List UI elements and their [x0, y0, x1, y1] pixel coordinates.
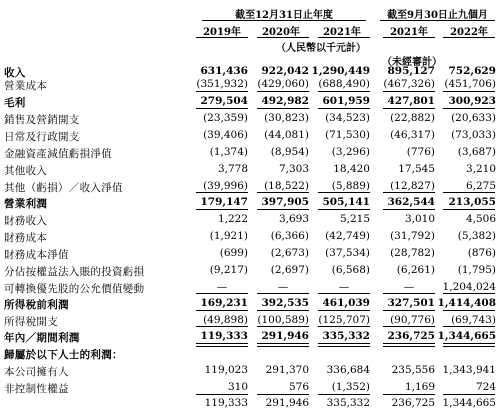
row-value: (699)	[219, 247, 248, 259]
row-value: (3,296)	[331, 146, 370, 158]
subtotal-rule	[383, 310, 435, 311]
row-value: 213,055	[448, 196, 496, 208]
subtotal-rule	[318, 293, 370, 294]
subtotal-rule	[257, 108, 309, 109]
subtotal-rule	[196, 108, 248, 109]
header-year-2020: 2020年	[262, 27, 300, 38]
row-label: 毛利	[4, 97, 26, 109]
row-value: 291,370	[265, 364, 309, 376]
subtotal-rule	[383, 192, 435, 193]
header-9m-2022: 2022年	[450, 27, 488, 38]
subtotal-rule	[196, 326, 248, 327]
row-value: (125,707)	[318, 314, 370, 326]
subtotal-rule	[443, 394, 495, 395]
row-value: (6,366)	[270, 230, 309, 242]
row-label: 財務成本	[4, 232, 48, 244]
row-value: 724	[475, 381, 496, 393]
row-label: 年內／期間利潤	[4, 332, 80, 344]
subtotal-rule	[318, 310, 370, 311]
subtotal-rule	[318, 209, 370, 210]
row-value: (6,261)	[396, 264, 435, 276]
row-value: 362,544	[387, 196, 435, 208]
header-group-year: 截至12月31日止年度	[235, 10, 333, 21]
row-value: —	[403, 281, 415, 293]
row-value: 397,905	[261, 196, 309, 208]
year-underline-2021	[318, 37, 370, 38]
row-value: 3,210	[465, 163, 496, 175]
year-underline-2020	[257, 37, 309, 38]
row-value: 235,556	[391, 364, 435, 376]
subtotal-rule	[318, 108, 370, 109]
subtotal-rule	[443, 293, 495, 294]
header-year-2019: 2019年	[203, 27, 241, 38]
row-value: (73,033)	[451, 129, 496, 141]
row-label: 非控制性權益	[4, 383, 69, 395]
subtotal-rule	[196, 91, 248, 92]
row-label: 營業成本	[4, 80, 48, 92]
subtotal-rule	[443, 108, 495, 109]
row-value: 335,332	[326, 397, 370, 409]
subtotal-rule	[318, 192, 370, 193]
row-value: (8,954)	[270, 146, 309, 158]
subtotal-rule	[318, 91, 370, 92]
row-label: 收入	[4, 67, 26, 79]
row-value: 631,436	[200, 65, 248, 77]
row-value: (351,932)	[196, 78, 248, 90]
row-value: (9,217)	[209, 264, 248, 276]
currency-note: （人民幣以千元計）	[276, 43, 366, 54]
row-value: 5,215	[339, 213, 370, 225]
year-underline-2019	[196, 37, 248, 38]
row-value: —	[277, 281, 289, 293]
row-value: (69,743)	[451, 314, 496, 326]
row-label: 金融資產減值虧損淨值	[4, 148, 112, 160]
subtotal-rule	[383, 91, 435, 92]
row-value: 1,290,449	[311, 65, 370, 77]
header-year-2021: 2021年	[323, 27, 361, 38]
row-value: (39,406)	[203, 129, 248, 141]
row-value: (34,523)	[325, 112, 370, 124]
row-value: 17,545	[398, 163, 435, 175]
row-value: (688,490)	[318, 78, 370, 90]
row-value: 1,344,665	[442, 397, 496, 409]
row-value: (5,889)	[331, 180, 370, 192]
row-value: (22,882)	[390, 112, 435, 124]
row-value: 6,275	[465, 180, 496, 192]
row-value: 1,222	[217, 213, 248, 225]
subtotal-rule	[257, 192, 309, 193]
row-value: (451,706)	[444, 78, 496, 90]
row-value: 3,010	[404, 213, 435, 225]
row-value: 310	[227, 381, 248, 393]
row-label: 財務成本淨值	[4, 249, 69, 261]
subtotal-rule	[257, 209, 309, 210]
row-value: 895,127	[387, 65, 435, 77]
row-value: (1,795)	[457, 264, 496, 276]
subtotal-rule	[383, 293, 435, 294]
row-label: 其他收入	[4, 165, 48, 177]
row-value: (37,534)	[325, 247, 370, 259]
subtotal-rule	[196, 394, 248, 395]
header-underline-year	[202, 20, 366, 21]
row-value: 179,147	[200, 196, 248, 208]
row-value: 461,039	[322, 297, 370, 309]
row-value: 300,923	[448, 95, 496, 107]
row-label: 財務收入	[4, 215, 48, 227]
row-value: 236,725	[391, 397, 435, 409]
row-value: (46,317)	[390, 129, 435, 141]
year-underline-9m-2022	[443, 37, 495, 38]
subtotal-rule	[257, 394, 309, 395]
row-value: 119,333	[200, 330, 248, 342]
total-double-rule	[257, 343, 309, 347]
unaudited-note: （未經審計）	[382, 57, 442, 68]
subtotal-rule	[257, 91, 309, 92]
header-underline-9m	[380, 20, 495, 21]
row-value: 236,725	[387, 330, 435, 342]
subtotal-rule	[196, 293, 248, 294]
row-value: 279,504	[200, 95, 248, 107]
row-value: 18,420	[333, 163, 370, 175]
row-label: 營業利潤	[4, 198, 48, 210]
subtotal-rule	[443, 209, 495, 210]
subtotal-rule	[318, 394, 370, 395]
row-value: 492,982	[261, 95, 309, 107]
row-value: 576	[288, 381, 309, 393]
row-value: 119,023	[204, 364, 248, 376]
row-label: 其他（虧損）／收入淨值	[4, 182, 123, 194]
subtotal-rule	[318, 326, 370, 327]
row-label: 本公司擁有人	[4, 366, 69, 378]
row-label: 日常及行政開支	[4, 131, 80, 143]
row-label: 歸屬於以下人士的利潤：	[4, 349, 123, 361]
subtotal-rule	[196, 310, 248, 311]
row-value: 392,535	[261, 297, 309, 309]
row-value: (776)	[406, 146, 435, 158]
row-value: (2,697)	[270, 264, 309, 276]
subtotal-rule	[257, 310, 309, 311]
row-label: 分佔按權益法入賬的投資虧損	[4, 266, 145, 278]
row-value: 1,169	[404, 381, 435, 393]
row-value: 1,343,941	[442, 364, 496, 376]
row-value: 327,501	[387, 297, 435, 309]
row-value: (20,633)	[451, 112, 496, 124]
row-value: 3,778	[217, 163, 248, 175]
row-label: 可轉換優先股的公允價值變動	[4, 283, 145, 295]
subtotal-rule	[257, 326, 309, 327]
subtotal-rule	[383, 394, 435, 395]
row-value: 291,946	[261, 330, 309, 342]
row-value: 291,946	[265, 397, 309, 409]
subtotal-rule	[443, 192, 495, 193]
row-value: (28,782)	[390, 247, 435, 259]
row-value: (30,823)	[264, 112, 309, 124]
subtotal-rule	[443, 91, 495, 92]
header-group-9m: 截至9月30日止九個月	[387, 10, 488, 21]
row-value: (39,996)	[203, 180, 248, 192]
row-value: 335,332	[322, 330, 370, 342]
row-value: 169,231	[200, 297, 248, 309]
subtotal-rule	[383, 326, 435, 327]
subtotal-rule	[196, 192, 248, 193]
subtotal-rule	[257, 293, 309, 294]
year-underline-9m-2021	[383, 37, 435, 38]
row-value: (2,673)	[270, 247, 309, 259]
row-value: 752,629	[448, 65, 496, 77]
subtotal-rule	[443, 326, 495, 327]
total-double-rule	[383, 343, 435, 347]
row-value: 1,344,665	[437, 330, 496, 342]
subtotal-rule	[196, 209, 248, 210]
total-double-rule	[196, 343, 248, 347]
row-value: (90,776)	[390, 314, 435, 326]
row-value: 1,204,024	[442, 281, 496, 293]
row-label: 銷售及營銷開支	[4, 114, 80, 126]
subtotal-rule	[383, 108, 435, 109]
total-double-rule	[443, 343, 495, 347]
row-label: 所得稅開支	[4, 316, 58, 328]
row-value: (1,352)	[331, 381, 370, 393]
row-label: 所得稅前利潤	[4, 299, 69, 311]
row-value: (100,589)	[257, 314, 309, 326]
row-value: 427,801	[387, 95, 435, 107]
row-value: (49,898)	[203, 314, 248, 326]
row-value: 505,141	[322, 196, 370, 208]
row-value: 4,506	[465, 213, 496, 225]
row-value: (1,374)	[209, 146, 248, 158]
row-value: (429,060)	[257, 78, 309, 90]
row-value: —	[216, 281, 228, 293]
row-value: 336,684	[326, 364, 370, 376]
row-value: (6,568)	[331, 264, 370, 276]
row-value: —	[338, 281, 350, 293]
row-value: (467,326)	[383, 78, 435, 90]
row-value: (23,359)	[203, 112, 248, 124]
row-value: (42,749)	[325, 230, 370, 242]
subtotal-rule	[443, 310, 495, 311]
header-9m-2021: 2021年	[390, 27, 428, 38]
row-value: (31,792)	[390, 230, 435, 242]
row-value: (71,530)	[325, 129, 370, 141]
row-value: (12,827)	[390, 180, 435, 192]
row-value: (5,382)	[457, 230, 496, 242]
row-value: 1,414,408	[437, 297, 496, 309]
row-value: (3,687)	[457, 146, 496, 158]
row-value: (18,522)	[264, 180, 309, 192]
row-value: 7,303	[278, 163, 309, 175]
row-value: 922,042	[261, 65, 309, 77]
row-value: (876)	[467, 247, 496, 259]
row-value: 601,959	[322, 95, 370, 107]
row-value: (44,081)	[264, 129, 309, 141]
row-value: 119,333	[204, 397, 248, 409]
row-value: 3,693	[278, 213, 309, 225]
row-value: (1,921)	[209, 230, 248, 242]
subtotal-rule	[383, 209, 435, 210]
total-double-rule	[318, 343, 370, 347]
